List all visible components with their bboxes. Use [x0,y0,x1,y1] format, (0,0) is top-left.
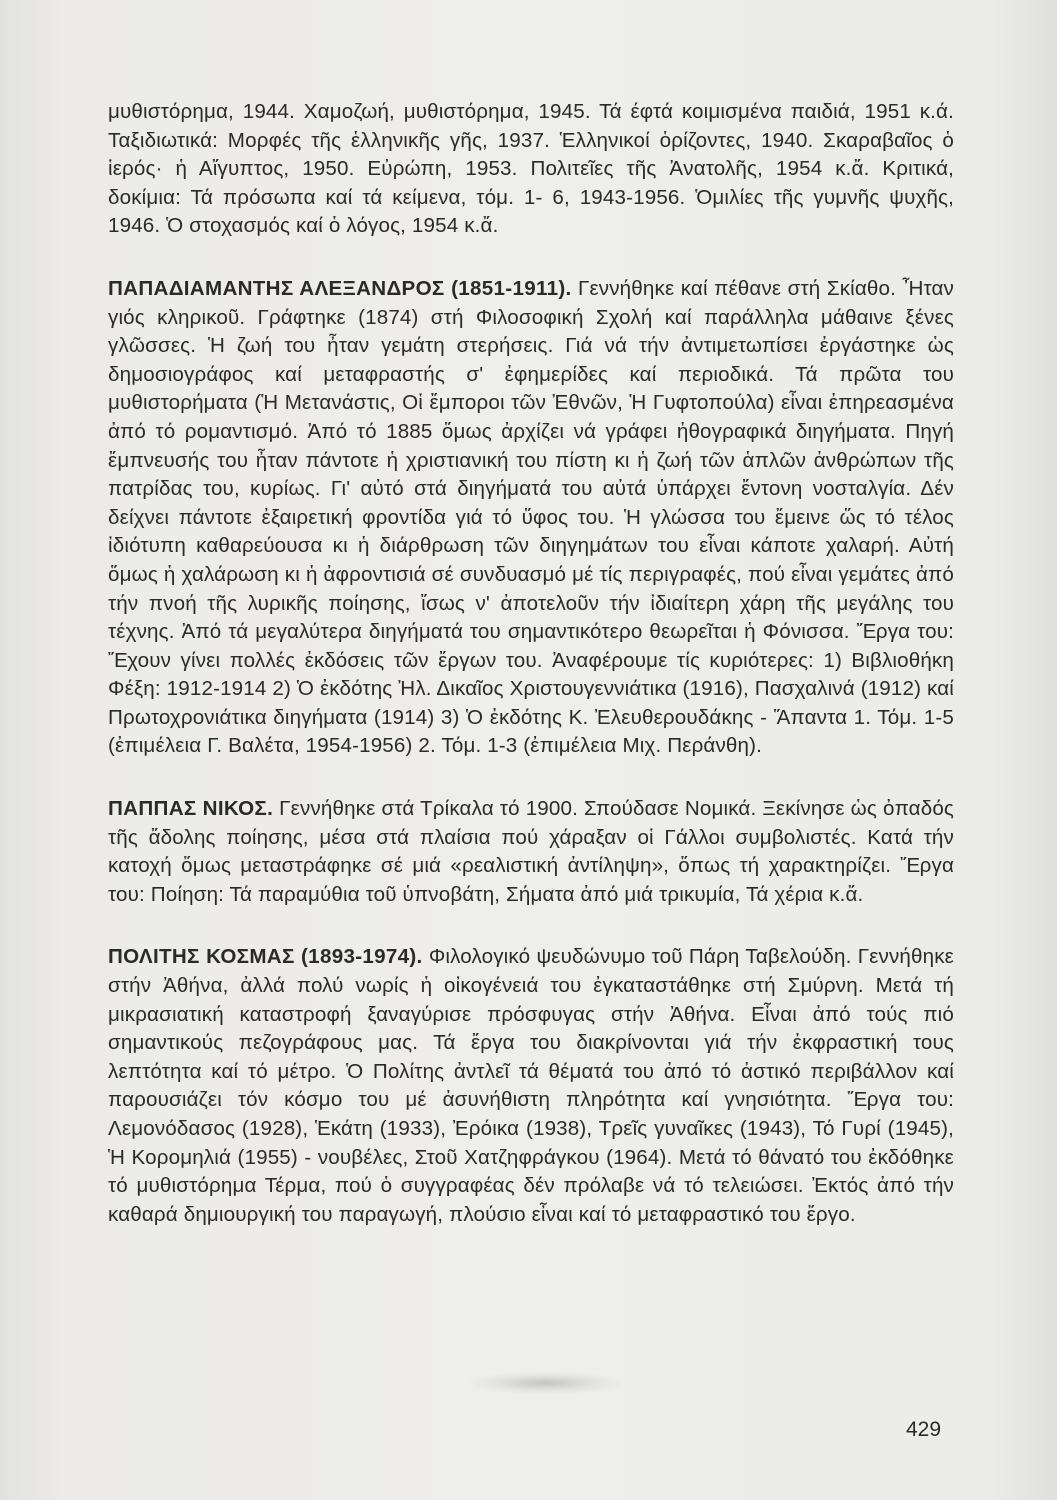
entry-heading: ΠΑΠΑΔΙΑΜΑΝΤΗΣ ΑΛΕΞΑΝΔΡΟΣ (1851-1911). [108,276,572,300]
entry-papadiamantis [108,275,954,761]
page-number: 429 [906,1418,942,1441]
entry-text: Γεννήθηκε καί πέθανε στή Σκίαθο. Ἦταν γιός κληρικοῦ. Γράφτηκε (1874) στή Φιλοσοφική Σχολή καί παράλληλα μάθαινε ξένες γλῶσσες. Ἡ ζωή του ἦταν γεμάτη στερήσεις. Γιά νά τήν ἀντιμετωπίσει ἐργάστηκε ὡς δημοσιογράφος καί μεταφραστής σ' ἐφημερίδες καί περιοδικά. Τά πρῶτα του μυθιστορήματα (Ἡ Μετανάστις, Οἱ ἔμποροι τῶν Ἐθνῶν, Ἡ Γυφτοπούλα) εἶναι ἐπηρεασμένα ἀπό τό ρομαντισμό. Ἀπό τό 1885 ὅμως ἀρχίζει νά γράφει ἠθογραφικά διηγήματα. Πηγή ἔμπνευσής του ἦταν πάντοτε ἡ χριστιανική του πίστη κι ἡ ζωή τῶν ἁπλῶν ἀνθρώπων τῆς πατρίδας του, κυρίως. Γι' αὐτό στά διηγήματά του αὐτά ὑπάρχει ἔντονη νοσταλγία. Δέν δείχνει πάντοτε ἐξαιρετική φροντίδα γιά τό ὕφος του. Ἡ γλώσσα του ἔμεινε ὥς τό τέλος ἰδιότυπη καθαρεύουσα κι ἡ διάρθρωση τῶν διηγημάτων του εἶναι κάποτε χαλαρή. Αὐτή ὅμως ἡ χαλάρωση κι ἡ ἀφροντισιά σέ συνδυασμό μέ τίς περιγραφές, πού εἶναι γεμάτες ἀπό τήν πνοή τῆς λυρικῆς ποίησης, ἴσως ν' ἀποτελοῦν τήν ἰδιαίτερη χάρη τῆς μεγάλης του τέχνης. Ἀπό τά μεγαλύτερα διηγήματά του σημαντικότερο θεωρεῖται ἡ Φόνισσα. Ἔργα του: Ἔχουν γίνει πολλές ἐκδόσεις τῶν ἔργων του. Ἀναφέρουμε τίς κυριότερες: 1) Βιβλιοθήκη Φέξη: 1912-1914 2) Ὁ ἐκδότης Ἠλ. Δικαῖος Χριστουγεννιάτικα (1916), Πασχαλινά (1912) καί Πρωτοχρονιάτικα διηγήματα (1914) 3) Ὁ ἐκδότης Κ. Ἐλευθερουδάκης - Ἅπαντα 1. Τόμ. 1-5 (ἐπιμέλεια Γ. Βαλέτα, 1954-1956) 2. Τόμ. 1-3 (ἐπιμέλεια Μιχ. Περάνθη). [108,276,954,758]
page-body [108,98,954,1229]
entry-politis [108,943,954,1229]
entry-heading: ΠΑΠΠΑΣ ΝΙΚΟΣ. [108,797,274,821]
entry-heading: ΠΟΛΙΤΗΣ ΚΟΣΜΑΣ (1893-1974). [108,945,423,969]
entry-text: Γεννήθηκε στά Τρίκαλα τό 1900. Σπούδασε Νομικά. Ξεκίνησε ὡς ὀπαδός τῆς ἄδολης ποίησης, μέσα στά πλαίσια πού χάραξαν οἱ Γάλλοι συμβολιστές. Κατά τήν κατοχή ὅμως μεταστράφηκε σέ μιά «ρεαλιστική ἀντίληψη», ὅπως τή χαρακτηρίζει. Ἔργα του: Ποίηση: Τά παραμύθια τοῦ ὑπνοβάτη, Σήματα ἀπό μιά τρικυμία, Τά χέρια κ.ἄ. [108,797,955,906]
entry-text: Φιλολογικό ψευδώνυμο τοῦ Πάρη Ταβελούδη. Γεννήθηκε στήν Ἀθήνα, ἀλλά πολύ νωρίς ἡ οἰκογένειά του ἐγκαταστάθηκε στή Σμύρνη. Μετά τή μικρασιατική καταστροφή ξαναγύρισε πρόσφυγας στήν Ἀθήνα. Εἶναι ἀπό τούς πιό σημαντικούς πεζογράφους μας. Τά ἔργα του διακρίνονται γιά τήν ἐκφραστική τους λεπτότητα καί τό μέτρο. Ὁ Πολίτης ἀντλεῖ τά θέματά του ἀπό τό ἀστικό περιβάλλον καί παρουσιάζει τόν κόσμο του μέ ἀσυνήθιστη πληρότητα καί γνησιότητα. Ἔργα του: Λεμονόδασος (1928), Ἑκάτη (1933), Ἐρόικα (1938), Τρεῖς γυναῖκες (1943), Τό Γυρί (1945), Ἡ Κορομηλιά (1955) - νουβέλες, Στοῦ Χατζηφράγκου (1964). Μετά τό θάνατό του ἐκδόθηκε τό μυθιστόρημα Τέρμα, πού ὁ συγγραφέας δέν πρόλαβε νά τό τελειώσει. Ἐκτός ἀπό τήν καθαρά δημιουργική του παραγωγή, πλούσιο εἶναι καί τό μεταφραστικό του ἔργο. [108,945,955,1226]
ink-smudge [470,1372,620,1394]
entry-continuation [108,98,954,241]
entry-text: μυθιστόρημα, 1944. Χαμοζωή, μυθιστόρημα, 1945. Τά έφτά κοιμισμένα παιδιά, 1951 κ.ά. Ταξιδιωτικά: Μορφές τῆς ἑλληνικῆς γῆς, 1937. Ἑλληνικοί ὁρίζοντες, 1940. Σκαραβαῖος ὁ ἱερός· ἡ Αἴγυπτος, 1950. Εὐρώπη, 1953. Πολιτεῖες τῆς Ἀνατολῆς, 1954 κ.ἄ. Κριτικά, δοκίμια: Τά πρόσωπα καί τά κείμενα, τόμ. 1- 6, 1943-1956. Ὁμιλίες τῆς γυμνῆς ψυχῆς, 1946. Ὁ στοχασμός καί ὁ λόγος, 1954 κ.ἄ. [108,100,954,238]
entry-pappas [108,795,954,909]
